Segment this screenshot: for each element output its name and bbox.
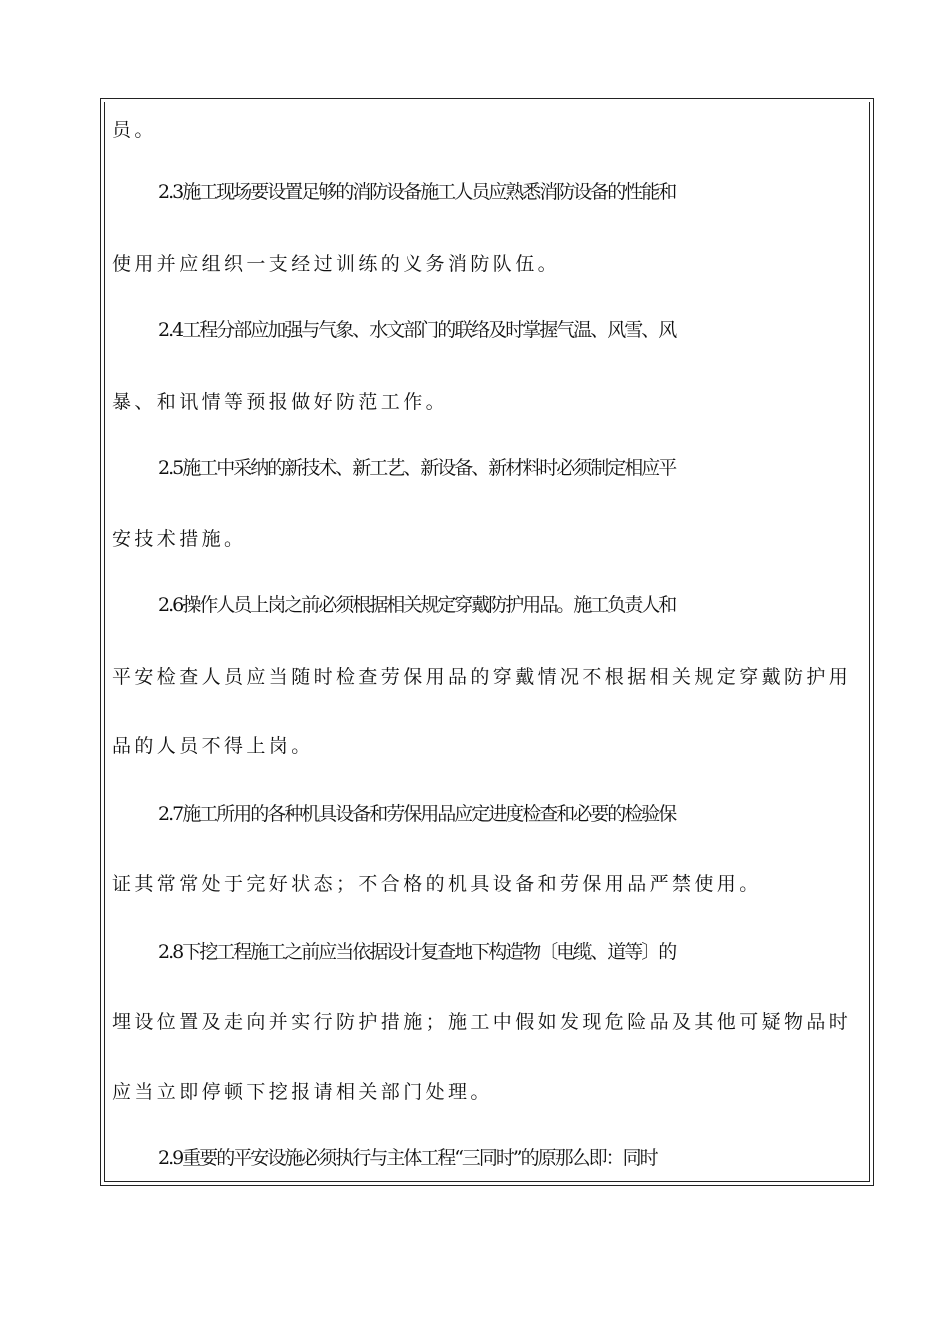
paragraph-2-3-line-1: 2.3施工现场要设置足够的消防设备施工人员应熟悉消防设备的性能和 (158, 181, 676, 203)
paragraph-2-6-line-2: 平安检查人员应当随时检查劳保用品的穿戴情况不根据相关规定穿戴防护用 (112, 666, 852, 688)
paragraph-2-8-line-3: 应当立即停顿下挖报请相关部门处理。 (112, 1081, 493, 1103)
paragraph-2-5-line-2: 安技术措施。 (112, 528, 247, 550)
paragraph-2-9-line-1: 2.9重要的平安设施必须执行与主体工程“三同时”的原那么即：同时 (158, 1147, 657, 1169)
paragraph-2-5-line-1: 2.5施工中采纳的新技术、新工艺、新设备、新材料时必须制定相应平 (158, 457, 676, 479)
paragraph-2-8-line-1: 2.8下挖工程施工之前应当依据设计复查地下构造物〔电缆、道等〕的 (158, 941, 676, 963)
paragraph-2-4-line-1: 2.4工程分部应加强与气象、水文部门的联络及时掌握气温、风雪、风 (158, 319, 676, 341)
paragraph-2-3-line-2: 使用并应组织一支经过训练的义务消防队伍。 (112, 253, 561, 275)
paragraph-2-6-line-1: 2.6操作人员上岗之前必须根据相关规定穿戴防护用品。施工负责人和 (158, 594, 676, 616)
paragraph-2-4-line-2: 暴、和讯情等预报做好防范工作。 (112, 391, 449, 413)
paragraph-2-7-line-1: 2.7施工所用的各种机具设备和劳保用品应定进度检查和必要的检验保 (158, 803, 676, 825)
paragraph-2-8-line-2: 埋设位置及走向并实行防护措施；施工中假如发现危险品及其他可疑物品时 (112, 1011, 852, 1033)
text-line: 员。 (112, 119, 157, 141)
paragraph-2-6-line-3: 品的人员不得上岗。 (112, 735, 314, 757)
paragraph-2-7-line-2: 证其常常处于完好状态；不合格的机具设备和劳保用品严禁使用。 (112, 873, 762, 895)
